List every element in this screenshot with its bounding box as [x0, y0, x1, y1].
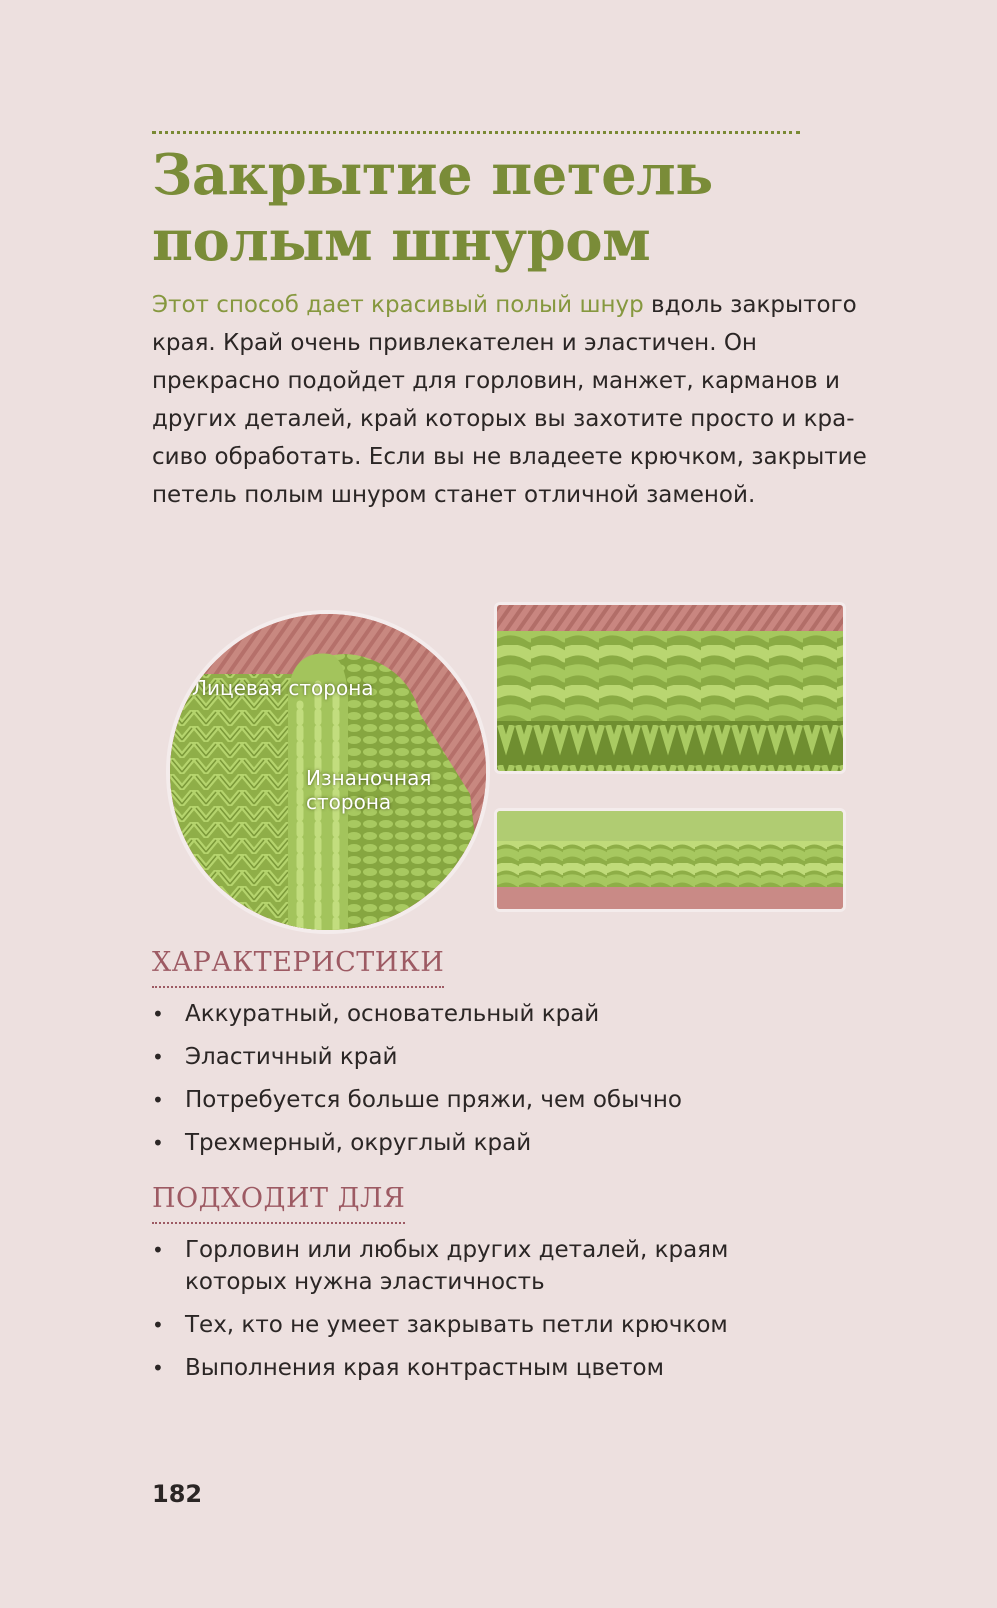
list-item: • Горловин или любых других деталей, краям которых нужна эластичность [152, 1234, 822, 1298]
list-item: • Аккуратный, основательный край [152, 998, 872, 1030]
suitable-for-list [152, 1234, 822, 1395]
label-front-side: Лицевая сторона [192, 676, 374, 700]
bullet-dot: • [152, 1238, 164, 1262]
list-item: • Потребуется больше пряжи, чем обычно [152, 1084, 872, 1116]
list-item: • Трехмерный, округлый край [152, 1127, 872, 1159]
bullet-dot: • [152, 1131, 164, 1155]
list-item: • Выполнения края контрастным цветом [152, 1352, 822, 1384]
list-item: • Эластичный край [152, 1041, 872, 1073]
top-dotted-rule [152, 131, 800, 134]
intro-paragraph [152, 286, 882, 514]
bullet-dot: • [152, 1313, 164, 1337]
knit-detail-circle-photo [166, 610, 490, 934]
intro-lead: Этот способ дает красивый полый шнур [152, 292, 644, 318]
list-item: • Тех, кто не умеет закрывать петли крючком [152, 1309, 822, 1341]
bullet-dot: • [152, 1088, 164, 1112]
page-number: 182 [152, 1480, 203, 1508]
bullet-dot: • [152, 1045, 164, 1069]
label-back-side: Изнаночная сторона [306, 766, 432, 814]
characteristics-list [152, 998, 872, 1170]
page-title: Закрытие петель полым шнуром [152, 142, 713, 274]
suitable-for-heading: ПОДХОДИТ ДЛЯ [152, 1182, 405, 1224]
bind-off-edge-illustration-bottom [497, 811, 843, 909]
bullet-dot: • [152, 1002, 164, 1026]
bullet-dot: • [152, 1356, 164, 1380]
intro-text: вдоль закрытого края. Край очень привлекателен и эластичен. Он прекрасно подойдет для горловин, манжет, карманов и других деталей, край которых вы захотите просто и красиво обработать. Если вы не владеете крючком, закрытие петель полым шнуром станет отличной заменой. [152, 292, 867, 508]
bind-off-edge-photo-top [494, 602, 846, 774]
characteristics-heading: ХАРАКТЕРИСТИКИ [152, 946, 444, 988]
bind-off-edge-photo-bottom [494, 808, 846, 912]
bind-off-edge-illustration-top [497, 605, 843, 771]
